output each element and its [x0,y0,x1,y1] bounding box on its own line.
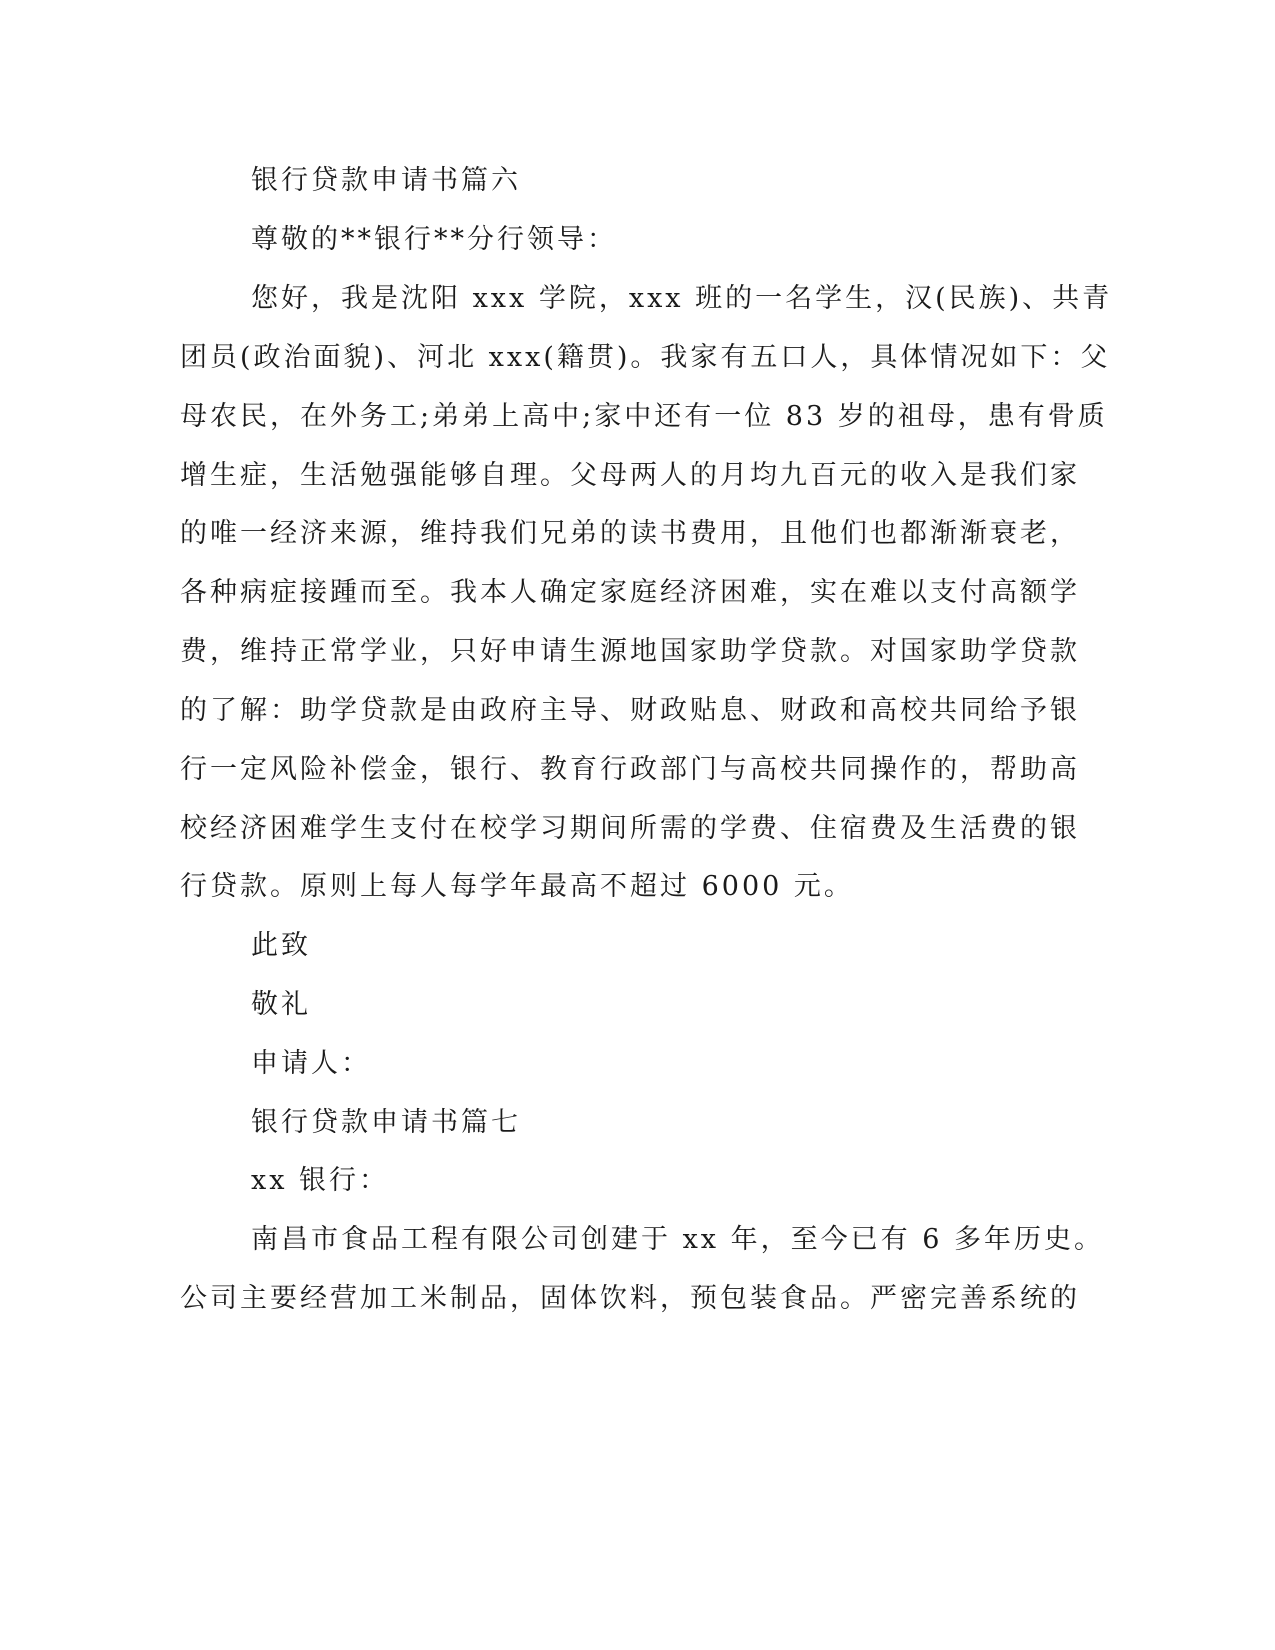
section6-body-line-1: 您好，我是沈阳 xxx 学院，xxx 班的一名学生，汉(民族)、共青 [251,283,1113,314]
closing-ci-zhi: 此致 [251,930,311,961]
section6-body-line-3: 母农民，在外务工;弟弟上高中;家中还有一位 83 岁的祖母，患有骨质 [180,401,1108,432]
section7-body-line-2: 公司主要经营加工米制品，固体饮料，预包装食品。严密完善系统的 [180,1283,1080,1314]
section6-body-line-2: 团员(政治面貌)、河北 xxx(籍贯)。我家有五口人，具体情况如下：父 [180,342,1111,373]
section7-body-line-1: 南昌市食品工程有限公司创建于 xx 年，至今已有 6 多年历史。 [251,1224,1104,1255]
section6-body-line-11: 行贷款。原则上每人每学年最高不超过 6000 元。 [180,871,854,902]
signature-label: 申请人： [251,1048,371,1079]
section6-salutation: 尊敬的**银行**分行领导： [251,224,617,255]
section6-body-line-10: 校经济困难学生支付在校学习期间所需的学费、住宿费及生活费的银 [180,813,1080,844]
section6-body-line-8: 的了解：助学贷款是由政府主导、财政贴息、财政和高校共同给予银 [180,695,1080,726]
section7-salutation: xx 银行： [251,1165,390,1196]
section6-body-line-7: 费，维持正常学业，只好申请生源地国家助学贷款。对国家助学贷款 [180,636,1080,667]
section6-body-line-9: 行一定风险补偿金，银行、教育行政部门与高校共同操作的，帮助高 [180,754,1080,785]
section7-heading: 银行贷款申请书篇七 [251,1107,521,1138]
section6-body-line-5: 的唯一经济来源，维持我们兄弟的读书费用，且他们也都渐渐衰老， [180,518,1080,549]
section6-body-line-6: 各种病症接踵而至。我本人确定家庭经济困难，实在难以支付高额学 [180,577,1080,608]
closing-jing-li: 敬礼 [251,989,311,1020]
section6-heading: 银行贷款申请书篇六 [251,165,521,196]
section6-body-line-4: 增生症，生活勉强能够自理。父母两人的月均九百元的收入是我们家 [180,460,1080,491]
